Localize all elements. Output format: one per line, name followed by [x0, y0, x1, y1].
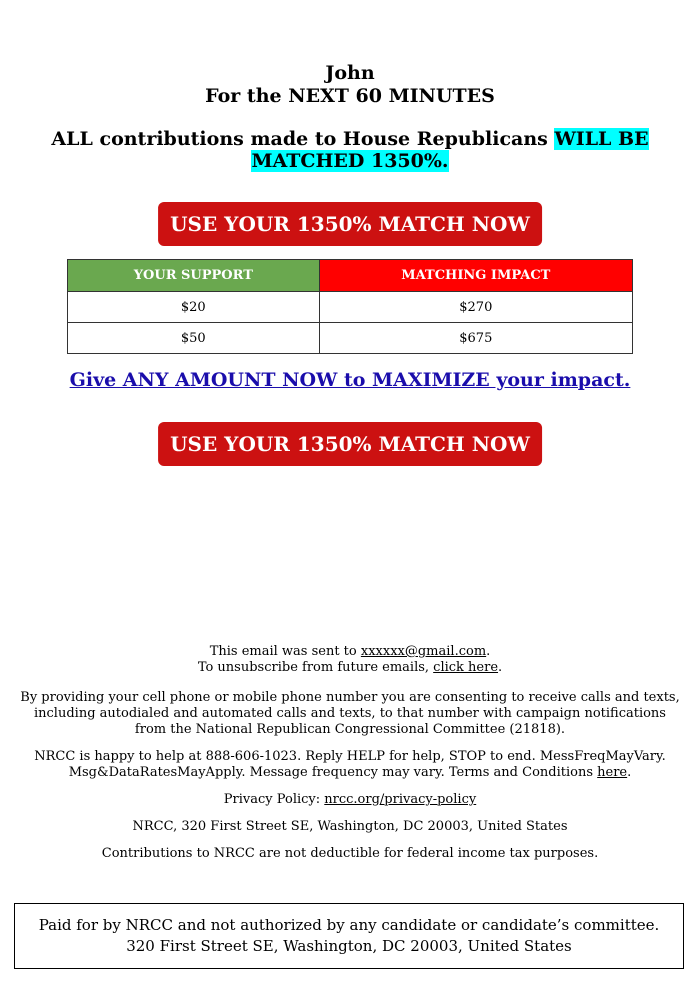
header-your-support: YOUR SUPPORT: [68, 260, 320, 292]
unsubscribe-prefix: To unsubscribe from future emails,: [197, 660, 434, 675]
support-cell: $20: [68, 292, 320, 323]
paid-for-disclaimer: Paid for by NRCC and not authorized by any candidate or candidate’s committee. 320 First Street SE, Washington, DC 20003, United States: [14, 903, 684, 969]
match-now-button-bottom[interactable]: USE YOUR 1350% MATCH NOW: [158, 422, 542, 466]
recipient-email-link[interactable]: xxxxxx@gmail.com: [360, 644, 487, 659]
match-now-button-top[interactable]: USE YOUR 1350% MATCH NOW: [158, 202, 542, 246]
recipient-name: John: [325, 62, 375, 84]
footer-sent-info: [20, 644, 680, 676]
help-text-body: NRCC is happy to help at 888-606-1023. Reply HELP for help, STOP to end. MessFreqMayVary. Msg&DataRatesMayApply. Message frequency may vary. Terms and Conditions: [34, 749, 666, 780]
header-matching-impact: MATCHING IMPACT: [319, 260, 632, 292]
consent-text: By providing your cell phone or mobile phone number you are consenting to receive calls and texts, including autodialed and automated calls and texts, to that number with campaign notifications from the National Republican Congressional Committee (21818).: [20, 690, 680, 737]
headline-highlight: WILL BE MATCHED 1350%.: [251, 128, 649, 172]
support-cell: $50: [68, 323, 320, 354]
terms-link[interactable]: here: [597, 765, 628, 780]
table-row: [68, 292, 633, 323]
tax-disclaimer: Contributions to NRCC are not deductible for federal income tax purposes.: [101, 846, 599, 861]
privacy-prefix: Privacy Policy:: [223, 792, 325, 807]
headline-text: ALL contributions made to House Republicans: [51, 128, 555, 150]
footer-address: NRCC, 320 First Street SE, Washington, DC 20003, United States: [132, 819, 568, 834]
deadline-line: For the NEXT 60 MINUTES: [205, 85, 495, 107]
sent-prefix: This email was sent to: [209, 644, 361, 659]
table-row: [68, 323, 633, 354]
help-text: [20, 749, 680, 781]
impact-cell: $675: [319, 323, 632, 354]
give-any-amount-block: [0, 369, 700, 391]
sent-suffix: .: [486, 644, 491, 659]
impact-cell: $270: [319, 292, 632, 323]
unsubscribe-link[interactable]: click here: [433, 660, 499, 675]
table-header-row: [68, 260, 633, 292]
matching-table: [67, 259, 633, 354]
privacy-policy: [20, 792, 680, 808]
give-any-amount-link[interactable]: Give ANY AMOUNT NOW to MAXIMIZE your impact.: [69, 369, 631, 391]
headline: [40, 128, 660, 172]
help-suffix: .: [627, 765, 632, 780]
email-footer: [20, 644, 680, 873]
privacy-policy-link[interactable]: nrcc.org/privacy-policy: [324, 792, 477, 807]
unsubscribe-suffix: .: [498, 660, 503, 675]
greeting-block: [0, 62, 700, 108]
